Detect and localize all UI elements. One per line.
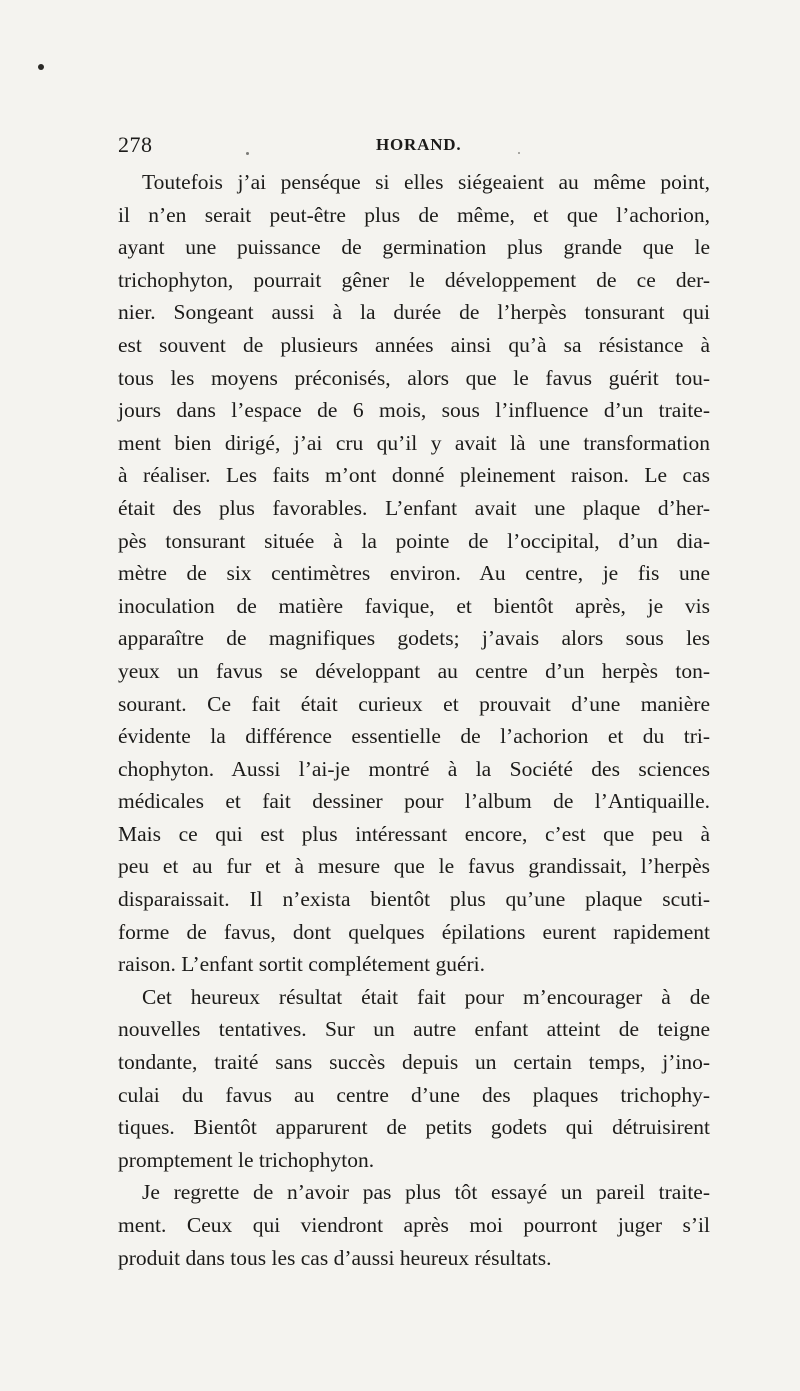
text-line: à réaliser. Les faits m’ont donné pleinement raison. Le cas (118, 463, 710, 488)
page-number: 278 (118, 132, 153, 157)
running-head: HORAND. (376, 135, 462, 154)
text-line: trichophyton, pourrait gêner le développement de ce der- (118, 267, 710, 292)
text-line: il n’en serait peut-être plus de même, et que l’achorion, (118, 202, 710, 227)
text-line: disparaissait. Il n’exista bientôt plus qu’une plaque scuti- (118, 887, 710, 912)
text-line: mètre de six centimètres environ. Au centre, je fis une (118, 561, 710, 586)
page-header (118, 130, 710, 160)
text-line: est souvent de plusieurs années ainsi qu’à sa résistance à (118, 332, 710, 357)
text-line: peu et au fur et à mesure que le favus grandissait, l’herpès (118, 854, 710, 879)
text-line: inoculation de matière favique, et bientôt après, je vis (118, 593, 710, 618)
text-line: produit dans tous les cas d’aussi heureux résultats. (118, 1245, 552, 1270)
text-line: culai du favus au centre d’une des plaques trichophy- (118, 1082, 710, 1107)
text-line: promptement le trichophyton. (118, 1147, 375, 1172)
text-line: sourant. Ce fait était curieux et prouvait d’une manière (118, 691, 710, 716)
body-text (118, 166, 710, 1274)
text-line: tondante, traité sans succès depuis un certain temps, j’ino- (118, 1050, 710, 1075)
text-line: Cet heureux résultat était fait pour m’encourager à de (142, 984, 710, 1009)
text-line: ment bien dirigé, j’ai cru qu’il y avait là une transformation (118, 430, 710, 455)
text-line: pès tonsurant située à la pointe de l’occipital, d’un dia- (118, 528, 710, 553)
text-line: Mais ce qui est plus intéressant encore, c’est que peu à (118, 821, 710, 846)
text-line: yeux un favus se développant au centre d’un herpès ton- (118, 658, 710, 683)
text-line: évidente la différence essentielle de l’achorion et du tri- (118, 724, 710, 749)
text-line: ayant une puissance de germination plus grande que le (118, 235, 710, 260)
text-line: tiques. Bientôt apparurent de petits godets qui détruisirent (118, 1115, 710, 1140)
text-line: jours dans l’espace de 6 mois, sous l’influence d’un traite- (118, 398, 710, 423)
text-line: apparaître de magnifiques godets; j’avais alors sous les (118, 626, 710, 651)
text-line: nier. Songeant aussi à la durée de l’herpès tonsurant qui (118, 300, 710, 325)
ink-speck (38, 64, 44, 70)
text-line: forme de favus, dont quelques épilations eurent rapidement (118, 919, 710, 944)
text-line: Je regrette de n’avoir pas plus tôt essayé un pareil traite- (142, 1180, 710, 1205)
text-line: nouvelles tentatives. Sur un autre enfant atteint de teigne (118, 1017, 710, 1042)
text-line: raison. L’enfant sortit complétement guéri. (118, 952, 485, 977)
text-line: Toutefois j’ai penséque si elles siégeaient au même point, (142, 170, 710, 194)
text-line: tous les moyens préconisés, alors que le favus guérit tou- (118, 365, 710, 390)
text-line: chophyton. Aussi l’ai-je montré à la Société des sciences (118, 756, 710, 781)
text-line: était des plus favorables. L’enfant avait une plaque d’her- (118, 495, 710, 520)
text-line: ment. Ceux qui viendront après moi pourront juger s’il (118, 1213, 710, 1237)
text-line: médicales et fait dessiner pour l’album de l’Antiquaille. (118, 789, 710, 814)
